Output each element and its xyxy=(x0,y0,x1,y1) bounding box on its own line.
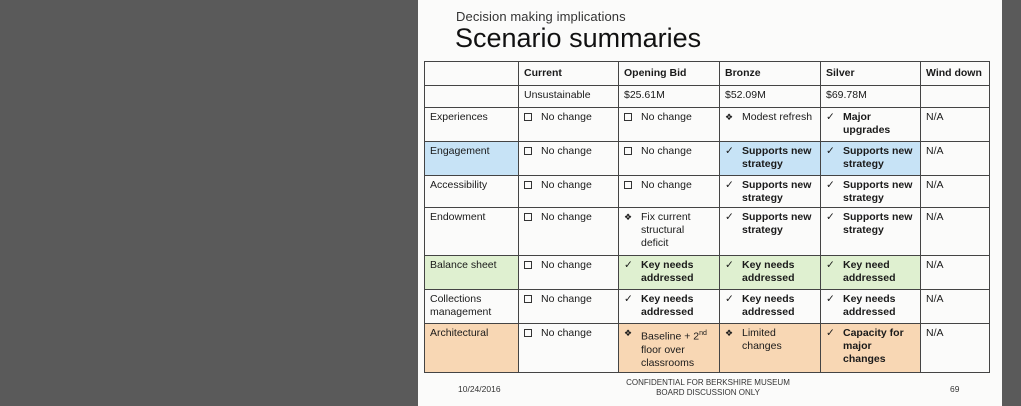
check-icon: ✓ xyxy=(624,259,633,271)
cell-text: Supports new strategy xyxy=(742,145,812,170)
diamond-bullet-icon: ❖ xyxy=(725,112,734,122)
checkbox-icon xyxy=(624,179,636,193)
cell-text: Supports new strategy xyxy=(843,145,913,170)
table-cell xyxy=(720,290,821,324)
cell-text: No change xyxy=(641,111,692,123)
header-cell: Current xyxy=(519,62,619,86)
cell-text: N/A xyxy=(926,145,944,157)
cell-text: N/A xyxy=(926,259,944,271)
slide xyxy=(418,0,1002,406)
page-number: 69 xyxy=(950,384,960,394)
checkbox-icon xyxy=(524,259,536,273)
row-label: Accessibility xyxy=(425,176,519,208)
check-icon: ✓ xyxy=(725,259,734,271)
row-label: Balance sheet xyxy=(425,256,519,290)
table-row xyxy=(425,108,990,142)
scenario-table xyxy=(424,61,990,373)
table-cell xyxy=(921,142,990,176)
table-cell xyxy=(720,256,821,290)
cell-text: N/A xyxy=(926,111,944,123)
checkbox-icon xyxy=(524,179,536,193)
check-icon: ✓ xyxy=(826,259,835,271)
table-cell xyxy=(720,176,821,208)
table-row xyxy=(425,142,990,176)
table-cell xyxy=(619,324,720,373)
row-label: Architectural xyxy=(425,324,519,373)
row-label: Collections management xyxy=(425,290,519,324)
table-cell xyxy=(519,108,619,142)
check-icon: ✓ xyxy=(826,179,835,191)
cell-text: Baseline + 2nd floor over classrooms xyxy=(641,330,707,369)
cost-cell xyxy=(425,86,519,108)
table-cell xyxy=(720,108,821,142)
slide-title: Scenario summaries xyxy=(455,23,702,53)
cell-text: Key needs addressed xyxy=(742,259,795,284)
table-row xyxy=(425,290,990,324)
cell-text: Key need addressed xyxy=(843,259,896,284)
checkbox-icon xyxy=(524,327,536,341)
diamond-bullet-icon: ❖ xyxy=(624,212,633,222)
cost-cell: $69.78M xyxy=(821,86,921,108)
check-icon: ✓ xyxy=(826,293,835,305)
table-row xyxy=(425,256,990,290)
check-icon: ✓ xyxy=(826,327,835,339)
cell-text: Supports new strategy xyxy=(843,211,913,236)
table-cell xyxy=(921,290,990,324)
check-icon: ✓ xyxy=(725,145,734,157)
cost-cell: Unsustainable xyxy=(519,86,619,108)
table-cell xyxy=(519,290,619,324)
table-cell xyxy=(921,208,990,256)
header-cell: Opening Bid xyxy=(619,62,720,86)
slide-subtitle: Decision making implications xyxy=(456,9,626,24)
cell-text: No change xyxy=(541,145,592,157)
cell-text: N/A xyxy=(926,179,944,191)
header-row xyxy=(425,62,990,86)
cell-text: Supports new strategy xyxy=(843,179,913,204)
footer-date: 10/24/2016 xyxy=(458,384,501,394)
checkbox-icon xyxy=(524,293,536,307)
cell-text: Key needs addressed xyxy=(641,259,694,284)
footer-confidential xyxy=(598,378,818,398)
table-cell xyxy=(519,256,619,290)
cost-cell: $25.61M xyxy=(619,86,720,108)
row-label: Experiences xyxy=(425,108,519,142)
check-icon: ✓ xyxy=(826,211,835,223)
checkbox-icon xyxy=(524,211,536,225)
cell-text: N/A xyxy=(926,327,944,339)
check-icon: ✓ xyxy=(624,293,633,305)
table-cell xyxy=(921,108,990,142)
table-cell xyxy=(821,142,921,176)
diamond-bullet-icon: ❖ xyxy=(624,328,633,338)
cell-text: N/A xyxy=(926,211,944,223)
check-icon: ✓ xyxy=(826,111,835,123)
header-cell: Bronze xyxy=(720,62,821,86)
table-cell xyxy=(921,324,990,373)
cell-text: No change xyxy=(541,111,592,123)
table-row xyxy=(425,176,990,208)
header-cell xyxy=(425,62,519,86)
cell-text: Capacity for major changes xyxy=(843,327,904,365)
row-label: Endowment xyxy=(425,208,519,256)
table-cell xyxy=(921,176,990,208)
table-cell xyxy=(619,108,720,142)
cell-text: Supports new strategy xyxy=(742,179,812,204)
table-row xyxy=(425,324,990,373)
cell-text: Supports new strategy xyxy=(742,211,812,236)
table-cell xyxy=(619,142,720,176)
table-row xyxy=(425,208,990,256)
table-cell xyxy=(720,208,821,256)
cell-text: Key needs addressed xyxy=(742,293,795,318)
cost-row xyxy=(425,86,990,108)
table-cell xyxy=(821,176,921,208)
checkbox-icon xyxy=(624,111,636,125)
header-cell: Wind down xyxy=(921,62,990,86)
row-label: Engagement xyxy=(425,142,519,176)
cell-text: Modest refresh xyxy=(742,111,813,123)
table-cell xyxy=(821,324,921,373)
checkbox-icon xyxy=(524,145,536,159)
cell-text: Fix current structural deficit xyxy=(641,211,691,249)
checkbox-icon xyxy=(624,145,636,159)
check-icon: ✓ xyxy=(725,293,734,305)
header-cell: Silver xyxy=(821,62,921,86)
check-icon: ✓ xyxy=(826,145,835,157)
cost-cell xyxy=(921,86,990,108)
table-cell xyxy=(519,208,619,256)
table-cell xyxy=(619,290,720,324)
cell-text: No change xyxy=(641,145,692,157)
table-cell xyxy=(720,324,821,373)
cell-text: No change xyxy=(541,293,592,305)
table-cell xyxy=(821,290,921,324)
table-cell xyxy=(821,108,921,142)
table-cell xyxy=(519,176,619,208)
table-cell xyxy=(619,176,720,208)
table-cell xyxy=(921,256,990,290)
cell-text: Key needs addressed xyxy=(641,293,694,318)
cell-text: No change xyxy=(541,179,592,191)
cell-text: No change xyxy=(541,211,592,223)
confidential-line: BOARD DISCUSSION ONLY xyxy=(656,388,760,397)
table-cell xyxy=(821,256,921,290)
checkbox-icon xyxy=(524,111,536,125)
cell-text: No change xyxy=(641,179,692,191)
diamond-bullet-icon: ❖ xyxy=(725,328,734,338)
cell-text: Key needs addressed xyxy=(843,293,896,318)
cell-text: No change xyxy=(541,259,592,271)
cell-text: N/A xyxy=(926,293,944,305)
cell-text: Major upgrades xyxy=(843,111,891,136)
cell-text: No change xyxy=(541,327,592,339)
table-cell xyxy=(519,142,619,176)
table-cell xyxy=(519,324,619,373)
table-cell xyxy=(619,208,720,256)
cell-text: Limited changes xyxy=(742,327,782,352)
table-cell xyxy=(720,142,821,176)
cost-cell: $52.09M xyxy=(720,86,821,108)
check-icon: ✓ xyxy=(725,211,734,223)
check-icon: ✓ xyxy=(725,179,734,191)
table-cell xyxy=(619,256,720,290)
table-cell xyxy=(821,208,921,256)
confidential-line: CONFIDENTIAL FOR BERKSHIRE MUSEUM xyxy=(626,378,790,387)
